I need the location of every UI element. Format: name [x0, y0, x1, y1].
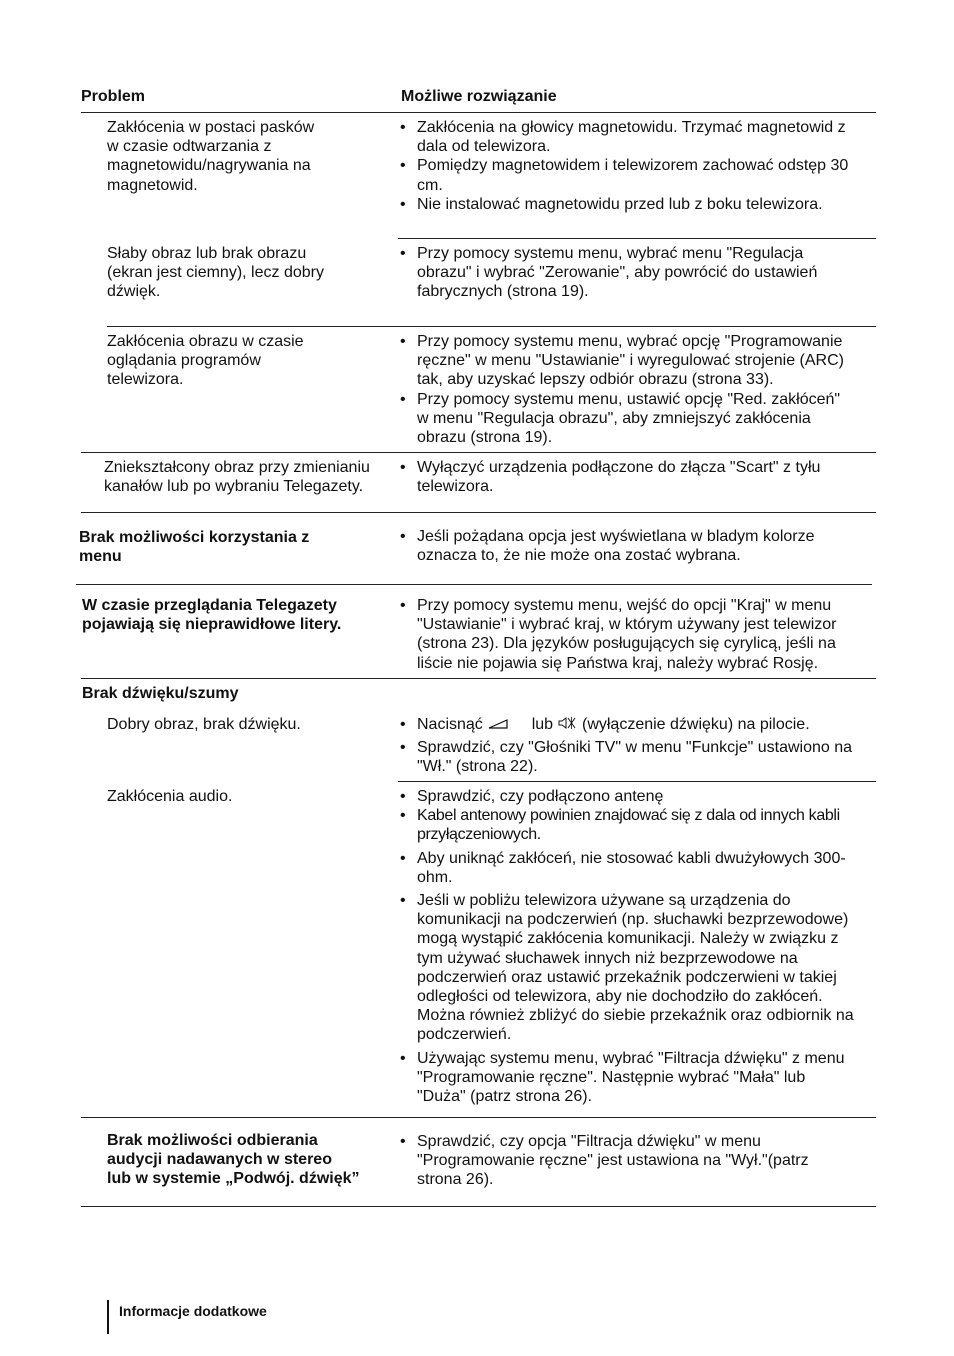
problem-text: Zakłócenia audio.	[107, 788, 233, 805]
press-text: Nacisnąć	[417, 716, 483, 733]
solution-item: • Używając systemu menu, wybrać "Filtracja dźwięku" z menu "Programowanie ręczne". Następnie wybrać "Mała" lub "Duża" (patrz strona 26).	[398, 1049, 892, 1107]
solution-item: • Aby uniknąć zakłóceń, nie stosować kabli dwużyłowych 300- ohm.	[398, 849, 892, 887]
problem-text: Zakłócenia w postaci pasków w czasie odtwarzania z magnetowidu/nagrywania na magnetowid.	[107, 119, 315, 194]
row-divider	[81, 1117, 876, 1118]
problem-heading: Brak możliwości korzystania z menu	[79, 529, 310, 566]
solution-item: • Sprawdzić, czy "Głośniki TV" w menu "Funkcje" ustawiono na "Wł." (strona 22).	[398, 738, 888, 776]
row-divider	[81, 678, 876, 679]
solution-item: • Sprawdzić, czy opcja "Filtracja dźwięku" w menu "Programowanie ręczne" jest ustawiona na "Wył."(patrz strona 26).	[398, 1132, 888, 1190]
row-divider	[76, 584, 872, 585]
footer-bar	[107, 1300, 109, 1334]
column-header-solution: Możliwe rozwiązanie	[401, 88, 557, 105]
problem-text: Dobry obraz, brak dźwięku.	[107, 716, 301, 733]
solution-item: • Pomiędzy magnetowidem i telewizorem zachować odstęp 30 cm.	[398, 156, 888, 194]
row-divider	[81, 512, 876, 513]
solution-item: • Jeśli w pobliżu telewizora używane są urządzenia do komunikacji na podczerwień (np. słuchawki bezprzewodowe) mogą wystąpić zakłócenia komunikacji. Należy w związku z tym używać słuchawek innych niż bezprzewodowe na podczerwień oraz ustawić przekaźnik podczerwieni w takiej odległości od telewizora, aby nie dochodziło do zakłóceń. Można również zbliżyć do siebie przekaźnik oraz odbiornik na podczerwień.	[398, 891, 892, 1045]
section-heading: Brak dźwięku/szumy	[82, 685, 239, 702]
solution-item: • Przy pomocy systemu menu, wybrać opcję "Programowanie ręczne" w menu "Ustawianie" i wyregulować strojenie (ARC) tak, aby uzyskać lepszy odbiór obrazu (strona 33).	[398, 332, 888, 390]
solution-item: • Zakłócenia na głowicy magnetowidu. Trzymać magnetowid z dala od telewizora.	[398, 118, 888, 156]
problem-heading: Brak możliwości odbierania audycji nadawanych w stereo lub w systemie „Podwój. dźwięk”	[107, 1132, 360, 1188]
solution-list	[398, 332, 888, 447]
footer-label: Informacje dodatkowe	[119, 1303, 267, 1319]
mute-icon	[558, 715, 578, 731]
problem-heading: W czasie przeglądania Telegazety pojawiają się nieprawidłowe litery.	[82, 597, 342, 634]
problem-text: Zniekształcony obraz przy zmienianiu kanałów lub po wybraniu Telegazety.	[104, 459, 370, 496]
solution-item: • Wyłączyć urządzenia podłączone do złącza "Scart" z tyłu telewizora.	[398, 458, 888, 496]
solution-item: • Przy pomocy systemu menu, wybrać menu "Regulacja obrazu" i wybrać "Zerowanie", aby powrócić do ustawień fabrycznych (strona 19).	[398, 244, 888, 302]
problem-text: Słaby obraz lub brak obrazu (ekran jest ciemny), lecz dobry dźwięk.	[107, 245, 324, 301]
row-divider	[398, 238, 876, 239]
solution-list	[398, 527, 888, 565]
solution-list	[398, 715, 888, 777]
solution-list	[398, 244, 888, 302]
problem-text: Zakłócenia obrazu w czasie oglądania programów telewizora.	[107, 333, 304, 389]
solution-item: • Kabel antenowy powinien znajdować się z dala od innych kabli przyłączeniowych.	[398, 806, 892, 844]
solution-item: • Jeśli pożądana opcja jest wyświetlana w bladym kolorze oznacza to, że nie może ona zostać wybrana.	[398, 527, 888, 565]
row-divider	[107, 326, 876, 327]
table-bottom-rule	[81, 1206, 876, 1207]
solution-list	[398, 1132, 888, 1190]
row-divider	[398, 781, 876, 782]
solution-list	[398, 787, 892, 1106]
solution-list	[398, 596, 888, 673]
solution-item: • Przy pomocy systemu menu, ustawić opcję "Red. zakłóceń" w menu "Regulacja obrazu", aby zmniejszyć zakłócenia obrazu (strona 19).	[398, 390, 888, 448]
solution-item: • Sprawdzić, czy podłączono antenę	[398, 787, 892, 806]
column-header-problem: Problem	[81, 88, 146, 105]
volume-minus-icon	[487, 716, 527, 730]
or-text: lub	[531, 716, 554, 733]
solution-item	[398, 715, 888, 734]
solution-list	[398, 118, 888, 214]
solution-item: • Przy pomocy systemu menu, wejść do opcji "Kraj" w menu "Ustawianie" i wybrać kraj, w którym używany jest telewizor (strona 23). Dla języków posługujących się cyrylicą, jeśli na liście nie pojawia się Państwa kraj, należy wybrać Rosję.	[398, 596, 888, 673]
row-divider	[81, 452, 876, 453]
mute-text: (wyłączenie dźwięku) na pilocie.	[581, 716, 810, 733]
solution-item: • Nie instalować magnetowidu przed lub z boku telewizora.	[398, 195, 888, 214]
solution-list	[398, 458, 888, 496]
header-divider	[81, 112, 876, 113]
